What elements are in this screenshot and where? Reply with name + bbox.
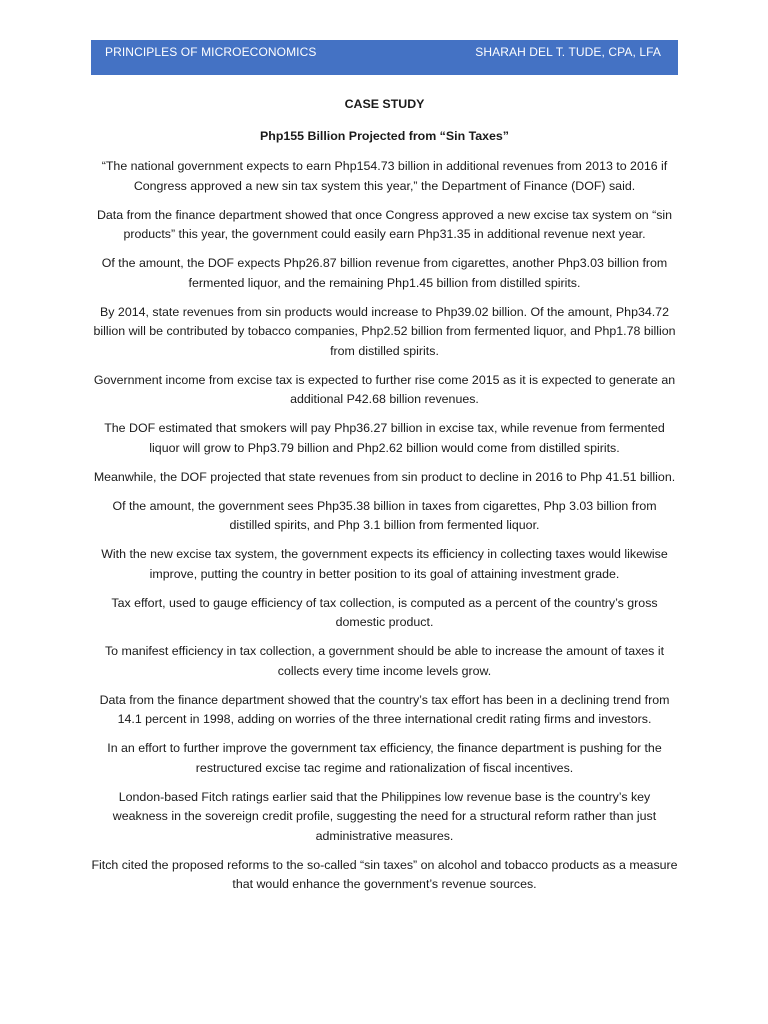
paragraph: By 2014, state revenues from sin products would increase to Php39.02 billion. Of the amount, Php34.72 billion will be contributed by tobacco companies, Php2.52 billion from fermented liquor, and Php1.78 billion from distilled spirits. xyxy=(93,304,676,358)
paragraph: “The national government expects to earn Php154.73 billion in additional revenues from 2013 to 2016 if Congress approved a new sin tax system this year,” the Department of Finance (DOF) said. xyxy=(101,159,668,193)
paragraph: Of the amount, the government sees Php35.38 billion in taxes from cigarettes, Php 3.03 billion from distilled spirits, and Php 3.1 billion from fermented liquor. xyxy=(112,498,657,532)
paragraph: Meanwhile, the DOF projected that state revenues from sin product to decline in 2016 to Php 41.51 billion. xyxy=(93,469,676,484)
paragraph: Fitch cited the proposed reforms to the so-called “sin taxes” on alcohol and tobacco products as a measure that would enhance the government’s revenue sources. xyxy=(91,857,678,891)
header-course-title: PRINCIPLES OF MICROECONOMICS xyxy=(105,45,317,59)
header-author: SHARAH DEL T. TUDE, CPA, LFA xyxy=(475,45,661,59)
paragraph: Of the amount, the DOF expects Php26.87 billion revenue from cigarettes, another Php3.03 billion from fermented liquor, and the remaining Php1.45 billion from distilled spirits. xyxy=(101,256,668,290)
section-label: CASE STUDY xyxy=(344,97,425,111)
paragraph: Data from the finance department showed that the country’s tax effort has been in a declining trend from 14.1 percent in 1998, adding on worries of the three international credit rating firms and investors. xyxy=(99,692,670,726)
paragraph: Tax effort, used to gauge efficiency of tax collection, is computed as a percent of the country’s gross domestic product. xyxy=(111,595,658,629)
document-body xyxy=(91,95,678,904)
paragraph: In an effort to further improve the government tax efficiency, the finance department is pushing for the restructured excise tac regime and rationalization of fiscal incentives. xyxy=(107,741,662,775)
article-title: Php155 Billion Projected from “Sin Taxes” xyxy=(259,128,510,143)
paragraph: The DOF estimated that smokers will pay Php36.27 billion in excise tax, while revenue from fermented liquor will grow to Php3.79 billion and Php2.62 billion would come from distilled spirits. xyxy=(104,421,665,455)
paragraph: Government income from excise tax is expected to further rise come 2015 as it is expected to generate an additional P42.68 billion revenues. xyxy=(93,372,676,406)
paragraph: London-based Fitch ratings earlier said that the Philippines low revenue base is the country’s key weakness in the sovereign credit profile, suggesting the need for a structural reform rather than just administrative measures. xyxy=(112,789,657,843)
paragraph: Data from the finance department showed that once Congress approved a new excise tax system on “sin products” this year, the government could easily earn Php31.35 in additional revenue next year. xyxy=(96,207,673,241)
paragraph: With the new excise tax system, the government expects its efficiency in collecting taxes would likewise improve, putting the country in better position to its goal of attaining investment grade. xyxy=(101,547,668,581)
page-header xyxy=(91,40,678,75)
paragraph: To manifest efficiency in tax collection, a government should be able to increase the amount of taxes it collects every time income levels grow. xyxy=(104,644,665,678)
